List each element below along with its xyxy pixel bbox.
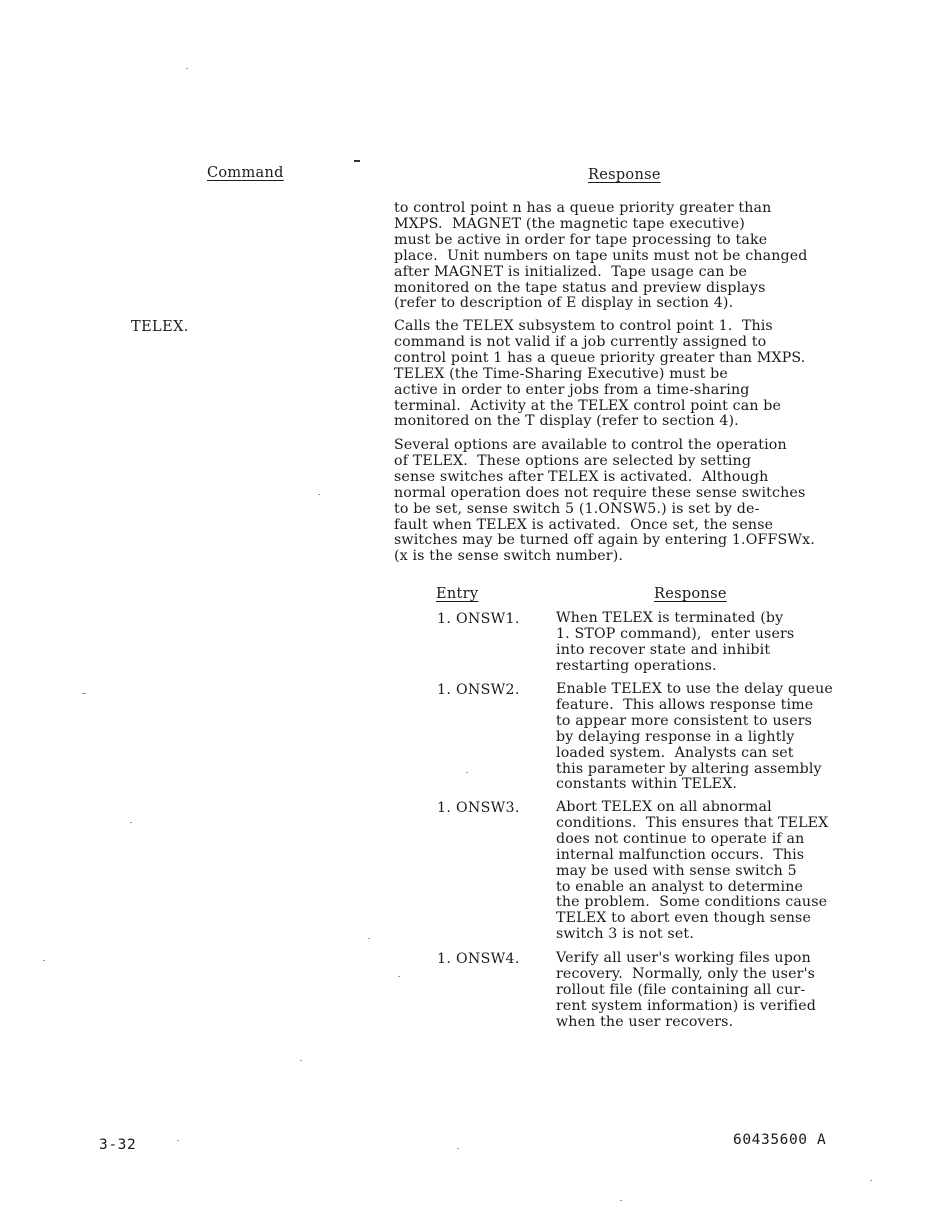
table-row-response: Abort TELEX on all abnormal conditions. This ensures that TELEX does not continue to operate if an internal malfunction occurs. This may be used with sense switch 5 to enable an analyst to determine the problem. Some conditions cause TELEX to abort even though sense switch 3 is not set. <box>556 799 829 943</box>
table-row-response: When TELEX is terminated (by 1. STOP command), enter users into recover state and inhibit restarting operations. <box>556 610 795 674</box>
table-response-column-header: Response <box>654 586 727 602</box>
table-row-entry: 1. ONSW2. <box>437 682 520 698</box>
table-row-response: Verify all user's working files upon recovery. Normally, only the user's rollout file (file containing all cur- rent system information) is verified when the user recovers. <box>556 950 817 1030</box>
table-row-response: Enable TELEX to use the delay queue feature. This allows response time to appear more consistent to users by delaying response in a lightly loaded system. Analysts can set this parameter by altering assembly constants within TELEX. <box>556 681 833 793</box>
table-row-entry: 1. ONSW4. <box>437 951 520 967</box>
table-row-entry: 1. ONSW1. <box>437 611 520 627</box>
document-number: 60435600 A <box>733 1132 827 1148</box>
entry-column-header: Entry <box>436 586 479 602</box>
telex-description-paragraph: Calls the TELEX subsystem to control point 1. This command is not valid if a job currently assigned to control point 1 has a queue priority greater than MXPS. TELEX (the Time-Sharing Executive) must be active in order to enter jobs from a time-sharing terminal. Activity at the TELEX control point can be monitored on the T display (refer to section 4). <box>394 318 806 430</box>
continuation-paragraph: to control point n has a queue priority greater than MXPS. MAGNET (the magnetic tape executive) must be active in order for tape processing to take place. Unit numbers on tape units must not be changed after MAGNET is initialized. Tape usage can be monitored on the tape status and preview displays (refer to description of E display in section 4). <box>394 200 808 312</box>
telex-options-paragraph: Several options are available to control the operation of TELEX. These options are selected by setting sense switches after TELEX is activated. Although normal operation does not require these sense switches to be set, sense switch 5 (1.ONSW5.) is set by de- fault when TELEX is activated. Once set, the sense switches may be turned off again by entering 1.OFFSWx. (x is the sense switch number). <box>394 437 815 565</box>
response-column-header: Response <box>588 167 661 183</box>
command-column-header: Command <box>207 165 284 181</box>
telex-command-label: TELEX. <box>131 319 189 335</box>
page-number: 3-32 <box>99 1137 137 1153</box>
table-row-entry: 1. ONSW3. <box>437 800 520 816</box>
